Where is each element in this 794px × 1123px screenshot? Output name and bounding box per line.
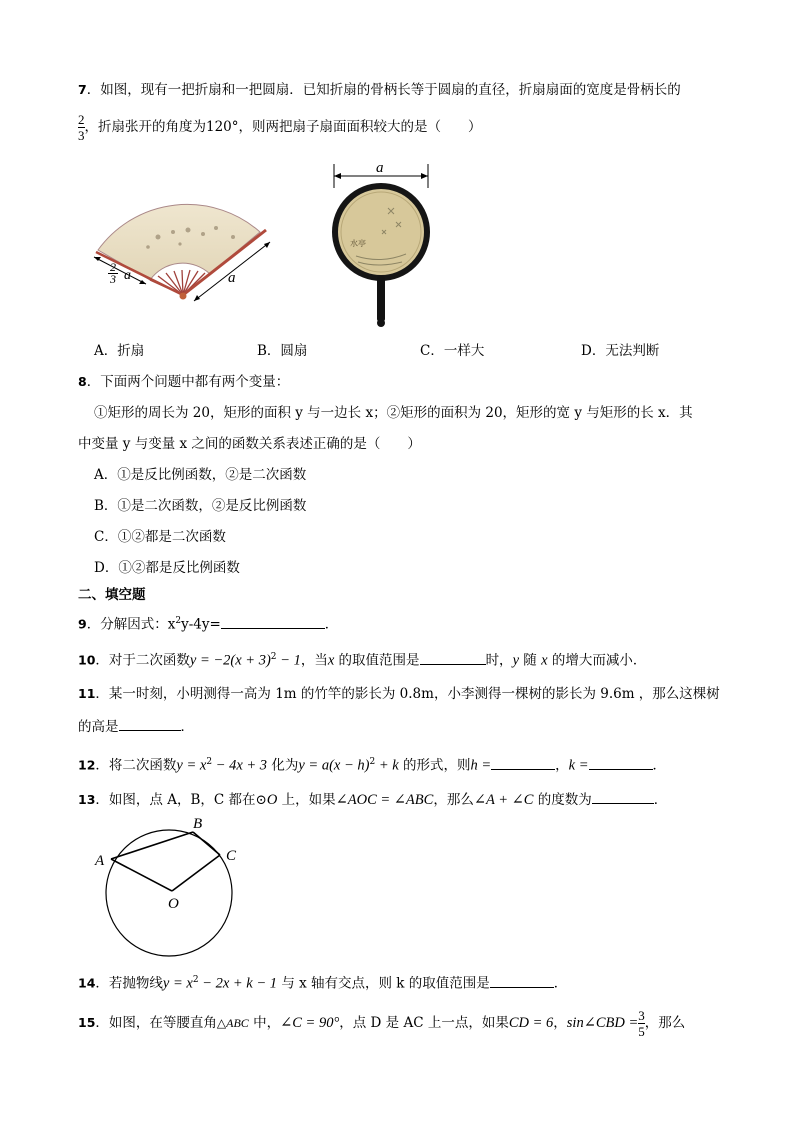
- folding-fan-figure: [88, 192, 288, 307]
- q7-text2: ，折扇张开的角度为: [84, 119, 206, 135]
- q8-line2: 中变量 y 与变量 x 之间的函数关系表述正确的是（ ）: [78, 436, 421, 452]
- q12-text-a: ．将二次函数: [95, 757, 177, 774]
- q10-text-f: 的增大而减小．: [547, 652, 647, 669]
- q14-text-a: ．若抛物线: [95, 975, 163, 992]
- fan-width-frac-den: 3: [110, 272, 116, 286]
- q15-triangle: △ABC: [216, 1016, 249, 1030]
- svg-text:水亭: 水亭: [350, 239, 366, 248]
- q14-text-b: 与 x 轴有交点，则 k 的取值范围是: [277, 975, 490, 992]
- q9-text-b: y-4y=: [181, 616, 221, 633]
- q8-option-d[interactable]: D．①②都是反比例函数: [94, 560, 240, 576]
- q13-text-a: ．如图，点 A，B，C 都在⊙: [95, 792, 267, 808]
- q10-formula-tail: − 1: [276, 652, 301, 669]
- q14-formula-tail: − 2x + k − 1: [198, 975, 278, 992]
- q7-option-a[interactable]: A．折扇: [94, 343, 145, 359]
- q13-segment-oc: [172, 855, 220, 891]
- q11-answer-blank[interactable]: [119, 716, 181, 731]
- fan-length-label: a: [228, 270, 236, 286]
- q11-line2: [78, 716, 194, 737]
- q15-frac-num: 3: [638, 1008, 645, 1023]
- q12-f1-tail: − 4x + 3: [212, 757, 268, 774]
- q14-sup: 2: [192, 975, 199, 985]
- q15-cd: CD = 6: [508, 1015, 554, 1031]
- q13-end: ．: [653, 792, 668, 808]
- fan-pivot: [180, 293, 187, 300]
- q9-answer-blank[interactable]: [221, 614, 325, 629]
- q10-text-b: ，当: [300, 652, 328, 669]
- q13-circle-figure: [90, 812, 250, 960]
- q15-frac-den: 5: [638, 1024, 645, 1039]
- q13-text-d: 的度数为: [533, 792, 592, 808]
- q12-sep: ，: [555, 757, 569, 774]
- q14-number: 14: [78, 975, 96, 991]
- q14-answer-blank[interactable]: [490, 973, 554, 988]
- q7-angle: 120°: [206, 119, 239, 135]
- q12-end: ．: [652, 757, 667, 774]
- round-fan-face: [335, 186, 427, 278]
- q8-option-c[interactable]: C．①②都是二次函数: [94, 529, 226, 545]
- q8-intro-line: [78, 372, 289, 392]
- q8-line1: ①矩形的周长为 20，矩形的面积 y 与一边长 x；②矩形的面积为 20，矩形的宽 y 与矩形的长 x．其: [94, 405, 693, 421]
- q11-line1: [78, 684, 720, 704]
- q7-line1: [78, 80, 681, 100]
- q9-end: ．: [324, 616, 339, 633]
- q7-frac-den: 3: [78, 128, 85, 143]
- q12-k: k =: [568, 757, 589, 774]
- q15-text-d: ，: [553, 1015, 567, 1031]
- q7-option-d[interactable]: D．无法判断: [581, 343, 660, 359]
- q10-line: [78, 647, 646, 671]
- q12-h: h =: [470, 757, 492, 774]
- q11-text-line1: ．某一时刻，小明测得一高为 1m 的竹竿的影长为 0.8m，小李测得一棵树的影长为 9.6m ，那么这棵树: [95, 686, 720, 702]
- q10-sup: 2: [270, 652, 277, 662]
- fan-width-label: [108, 262, 118, 285]
- q12-f1: y = x: [176, 757, 207, 774]
- q15-text-b: 中，: [248, 1015, 281, 1031]
- q13-ask: ∠A + ∠C: [473, 792, 534, 808]
- q15-angle: ∠C = 90°: [280, 1015, 340, 1031]
- q9-text-a: ．分解因式：x: [86, 616, 176, 633]
- q12-h-blank[interactable]: [491, 755, 555, 770]
- q13-line: [78, 789, 667, 810]
- q12-line: [78, 752, 666, 776]
- q12-f2: y = a(x − h): [298, 757, 370, 774]
- q15-line: [78, 1005, 685, 1041]
- q10-text-c: 的取值范围是: [334, 652, 420, 669]
- q13-text-b: 上，如果: [277, 792, 336, 808]
- q10-var-x: x: [327, 652, 335, 669]
- q7-frac-num: 2: [78, 112, 85, 127]
- q13-label-o: O: [168, 896, 179, 912]
- q13-segment-bc: [193, 832, 220, 855]
- round-fan-figure: [326, 160, 436, 330]
- q10-number: 10: [78, 652, 96, 668]
- q15-text-e: ，那么: [644, 1015, 686, 1031]
- q13-label-b: B: [193, 816, 203, 832]
- section-title-fill-in: 二、填空题: [78, 587, 146, 603]
- q13-o: O: [266, 792, 278, 808]
- q12-f2-tail: + k: [375, 757, 399, 774]
- q15-text-a: ．如图，在等腰直角: [95, 1015, 217, 1031]
- q12-k-blank[interactable]: [589, 755, 653, 770]
- q9-number: 9: [78, 616, 87, 632]
- q9-sup: 2: [175, 616, 182, 626]
- q7-number: 7: [78, 82, 87, 97]
- q12-text-b: 化为: [267, 757, 299, 774]
- q10-text-e: 随: [519, 652, 542, 669]
- q8-number: 8: [78, 374, 87, 389]
- q15-text-c: ，点 D 是 AC 上一点，如果: [339, 1015, 509, 1031]
- q13-condition: ∠AOC = ∠ABC: [335, 792, 434, 808]
- q12-f2-sup: 2: [369, 757, 376, 767]
- q7-option-b[interactable]: B．圆扇: [257, 343, 308, 359]
- q12-f1-sup: 2: [206, 757, 213, 767]
- q11-number: 11: [78, 686, 96, 701]
- q13-label-a: A: [95, 853, 105, 869]
- round-fan-label: a: [376, 160, 384, 176]
- q7-text3: ，则两把扇子扇面面积较大的是（ ）: [238, 119, 482, 135]
- q13-text-c: ，那么: [433, 792, 474, 808]
- q8-option-b[interactable]: B．①是二次函数，②是反比例函数: [94, 498, 307, 514]
- q8-option-a[interactable]: A．①是反比例函数，②是二次函数: [94, 467, 307, 483]
- q15-sin: sin∠CBD =: [566, 1015, 639, 1031]
- q10-text-d: 时，: [485, 652, 513, 669]
- q13-answer-blank[interactable]: [592, 789, 654, 804]
- q15-number: 15: [78, 1015, 96, 1030]
- fan-width-var: a: [124, 268, 131, 283]
- q13-segment-ao: [111, 859, 172, 891]
- q10-answer-blank[interactable]: [420, 650, 486, 665]
- q12-number: 12: [78, 757, 96, 773]
- q10-text-a: ．对于二次函数: [95, 652, 190, 669]
- round-fan-handle: [377, 276, 385, 322]
- q13-segment-ab: [111, 832, 193, 859]
- q9-line: [78, 611, 338, 635]
- q14-formula: y = x: [162, 975, 193, 992]
- q14-line: [78, 970, 567, 994]
- q7-text1: ．如图，现有一把折扇和一把圆扇．已知折扇的骨柄长等于圆扇的直径，折扇扇面的宽度是骨柄长的: [86, 82, 681, 98]
- fan-width-frac-num: 2: [110, 260, 116, 274]
- q8-intro: ．下面两个问题中都有两个变量：: [86, 374, 290, 390]
- q11-text-line2: 的高是: [78, 719, 119, 735]
- q10-var-y: y: [512, 652, 519, 669]
- q10-var-x2: x: [541, 652, 548, 669]
- q7-option-c[interactable]: C．一样大: [420, 343, 485, 359]
- q14-end: ．: [553, 975, 568, 992]
- q7-line2: [78, 108, 482, 146]
- q10-formula: y = −2(x + 3): [189, 652, 271, 669]
- q11-end: ．: [180, 719, 194, 735]
- q13-label-c: C: [226, 848, 237, 864]
- q12-text-c: 的形式，则: [398, 757, 471, 774]
- q13-number: 13: [78, 792, 96, 807]
